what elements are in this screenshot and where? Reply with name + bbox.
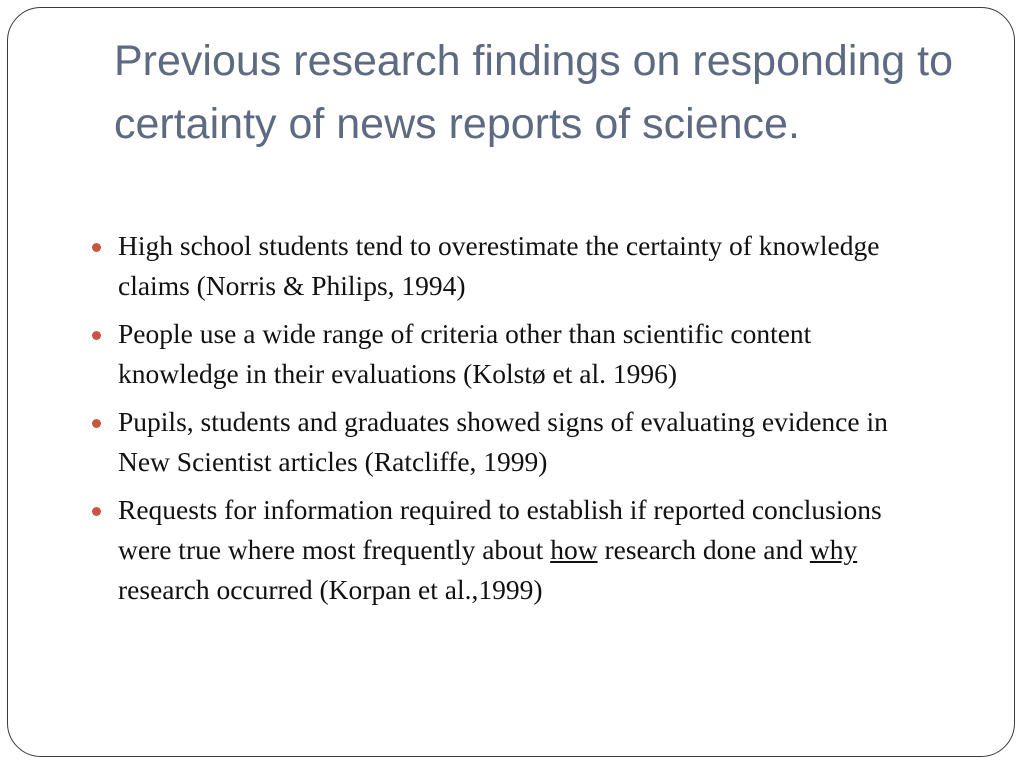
list-item	[86, 226, 916, 306]
bullet-text-part: research occurred (Korpan et al.,1999)	[118, 574, 543, 605]
bullet-text: Pupils, students and graduates showed signs of evaluating evidence in New Scientist articles (Ratcliffe, 1999)	[118, 406, 888, 477]
bullet-text: High school students tend to overestimate the certainty of knowledge claims (Norris & Philips, 1994)	[118, 230, 880, 301]
bullet-list	[86, 226, 916, 618]
bullet-dot-icon	[92, 331, 101, 340]
bullet-text-part: Requests for information required to establish if reported conclusions were true where most frequently about	[118, 494, 882, 565]
list-item	[86, 314, 916, 394]
underlined-why: why	[809, 534, 858, 565]
underlined-how: how	[550, 534, 598, 565]
bullet-dot-icon	[92, 243, 101, 252]
slide	[7, 7, 1015, 757]
bullet-dot-icon	[92, 507, 101, 516]
bullet-text: People use a wide range of criteria other than scientific content knowledge in their evaluations (Kolstø et al. 1996)	[118, 318, 812, 389]
slide-title: Previous research findings on responding to certainty of news reports of science.	[114, 37, 954, 148]
list-item	[86, 490, 916, 610]
bullet-dot-icon	[92, 419, 101, 428]
list-item	[86, 402, 916, 482]
bullet-text-part: research done and	[597, 534, 810, 565]
